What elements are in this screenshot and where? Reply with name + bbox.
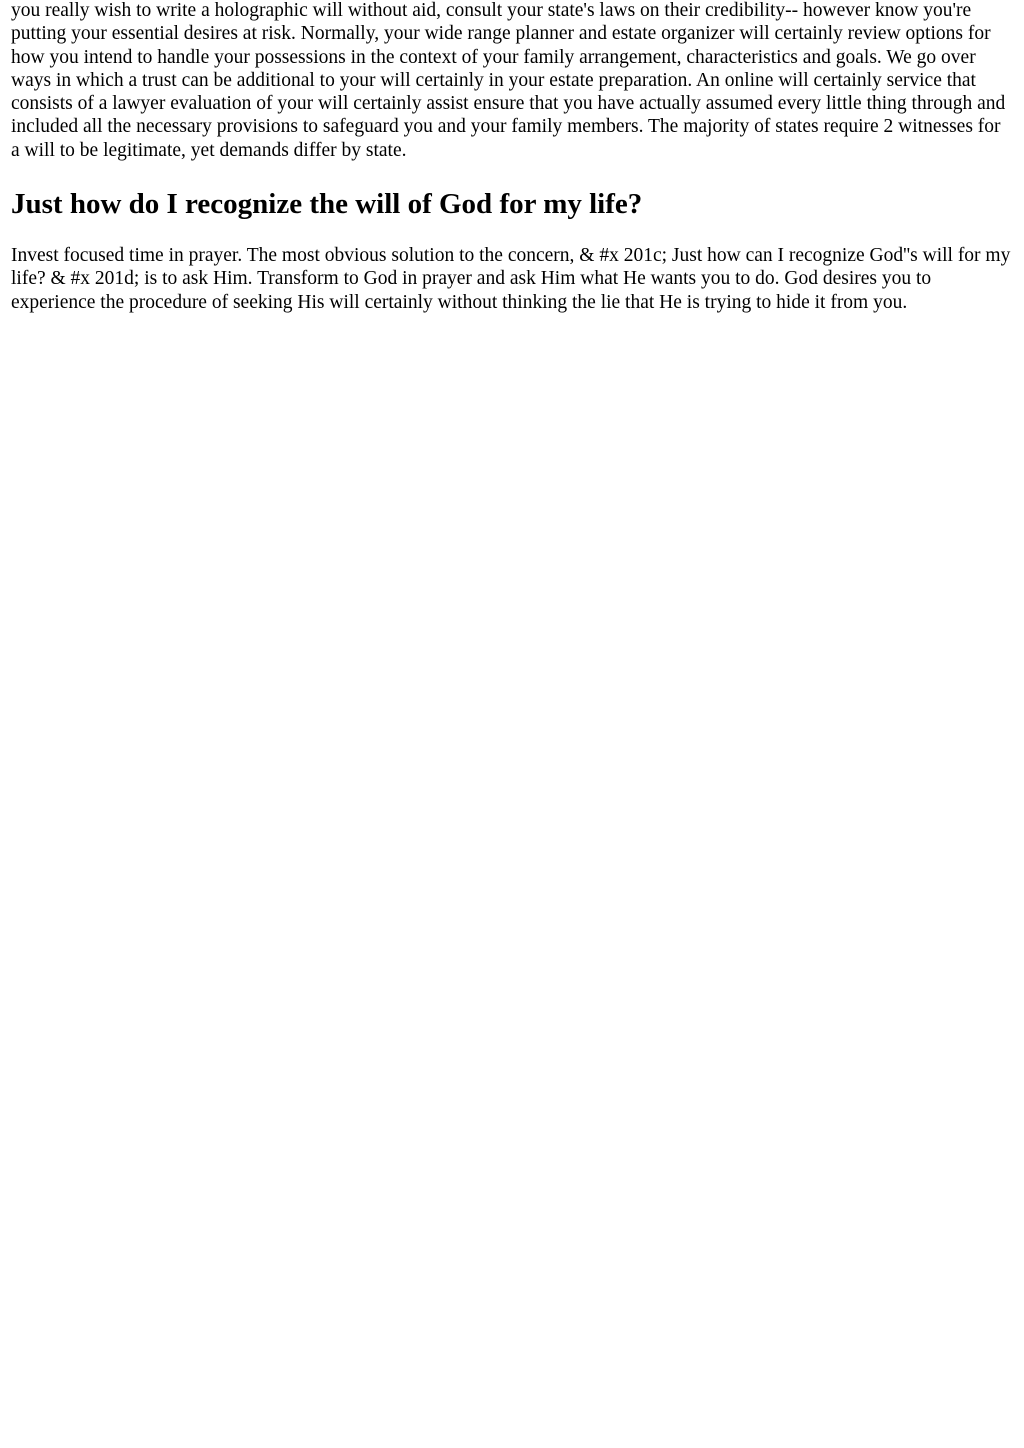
section-heading: Just how do I recognize the will of God for my life? (11, 188, 643, 221)
article-paragraph: Invest focused time in prayer. The most obvious solution to the concern, & #x 201c; Just how can I recognize God''s will for my life? & #x 201d; is to ask Him. Transform to God in prayer and ask Him what He wants you to do. God desires you to experience the procedure of seeking His will certainly without thinking the lie that He is trying to hide it from you. (11, 245, 1011, 313)
article-paragraph: you really wish to write a holographic will without aid, consult your state's laws on their credibility-- however know you're putting your essential desires at risk. Normally, your wide range planner and estate organizer will certainly review options for how you intend to handle your possessions in the context of your family arrangement, characteristics and goals. We go over ways in which a trust can be additional to your will certainly in your estate preparation. An online will certainly service that consists of a lawyer evaluation of your will certainly assist ensure that you have actually assumed every little thing through and included all the necessary provisions to safeguard you and your family members. The majority of states require 2 witnesses for a will to be legitimate, yet demands differ by state. (11, 0, 1006, 161)
article-page (0, 0, 1024, 314)
